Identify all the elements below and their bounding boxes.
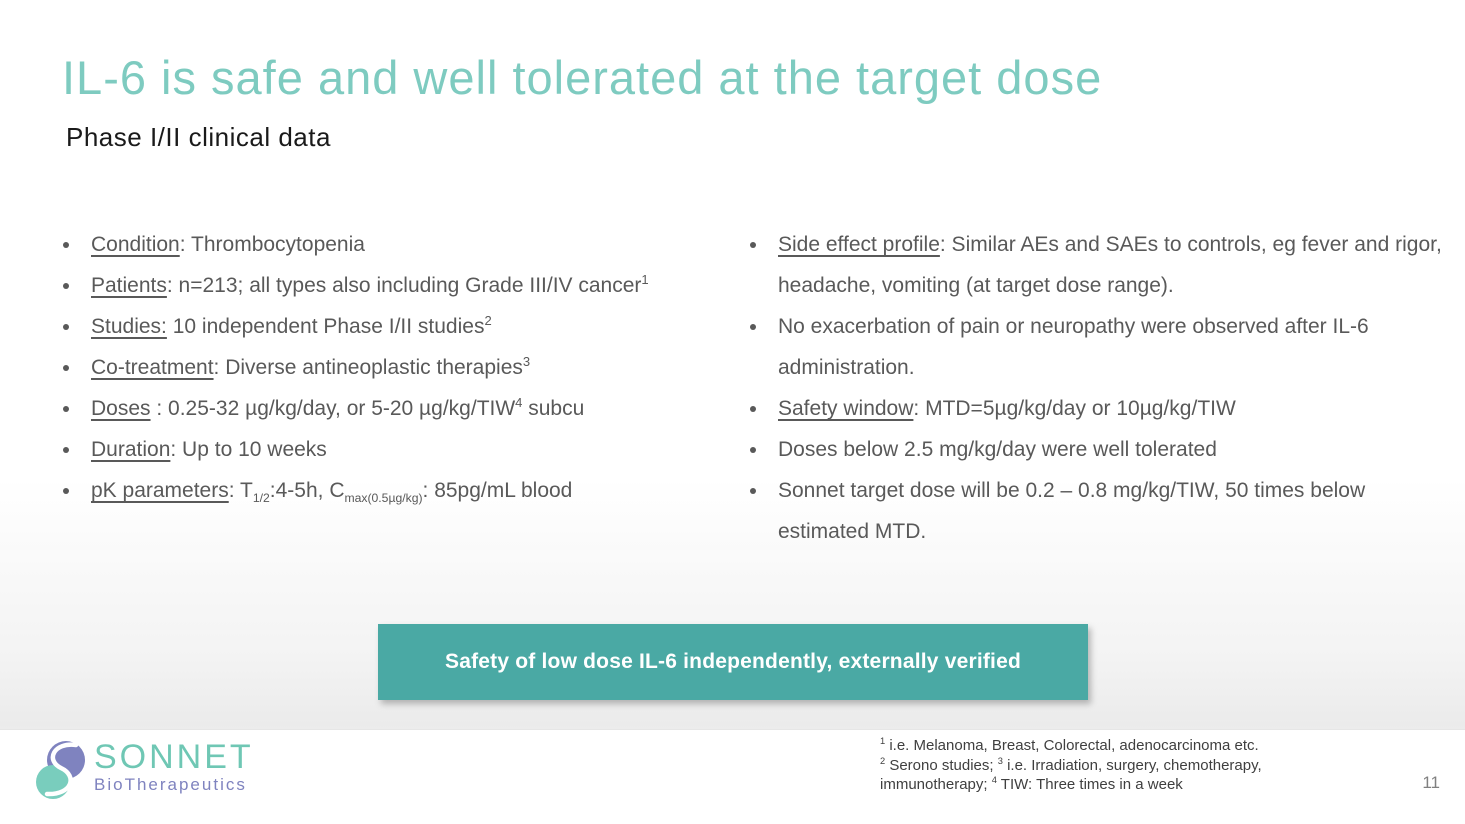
lead-text: Side effect profile bbox=[778, 233, 940, 256]
lead-text: Safety window bbox=[778, 397, 914, 420]
text-segment: : Similar AEs and SAEs to controls, eg fever and rigor, headache, vomiting (at target dose range). bbox=[778, 233, 1442, 297]
text-segment: : MTD=5µg/kg/day or 10µg/kg/TIW bbox=[913, 397, 1236, 420]
text-segment: 3 bbox=[522, 354, 531, 369]
text-segment: : 0.25-32 µg/kg/day, or 5-20 µg/kg/TIW bbox=[150, 397, 516, 420]
bullet-item bbox=[745, 470, 1445, 552]
bullet-item bbox=[58, 429, 703, 470]
text-segment: Sonnet target dose will be 0.2 – 0.8 mg/kg/TIW, 50 times below estimated MTD. bbox=[778, 479, 1366, 543]
text-segment: TIW: Three times in a week bbox=[996, 776, 1183, 793]
bullet-item bbox=[58, 347, 703, 388]
text-segment: : Diverse antineoplastic therapies bbox=[213, 356, 523, 379]
left-bullet-list bbox=[58, 224, 703, 552]
text-segment: 3 bbox=[997, 755, 1003, 766]
text-segment: : n=213; all types also including Grade III/IV cancer bbox=[166, 274, 642, 297]
bullet-item bbox=[745, 429, 1445, 470]
lead-text: Condition bbox=[91, 233, 180, 256]
slide-title: IL-6 is safe and well tolerated at the target dose bbox=[62, 51, 1103, 104]
text-segment: 10 independent Phase I/II studies bbox=[166, 315, 485, 338]
bullet-item bbox=[58, 265, 703, 306]
bullet-item bbox=[745, 388, 1445, 429]
safety-banner bbox=[378, 624, 1088, 700]
text-segment: 2 bbox=[484, 313, 492, 328]
text-segment: : 85pg/mL blood bbox=[422, 479, 573, 502]
bullet-item bbox=[58, 224, 703, 265]
page-number: 11 bbox=[1422, 773, 1440, 792]
text-segment: 1/2 bbox=[252, 491, 270, 506]
lead-text: Doses bbox=[91, 397, 151, 420]
text-segment: No exacerbation of pain or neuropathy were observed after IL-6 administration. bbox=[778, 315, 1369, 379]
slide-subtitle: Phase I/II clinical data bbox=[66, 122, 331, 152]
sonnet-logo-icon bbox=[32, 739, 88, 801]
text-segment: 2 bbox=[880, 755, 886, 766]
text-segment: i.e. Irradiation, surgery, chemotherapy, bbox=[1002, 756, 1262, 774]
logo-tagline: BioTherapeutics bbox=[94, 775, 247, 794]
text-segment: 4 bbox=[991, 775, 997, 785]
footnote-line bbox=[880, 775, 1440, 795]
text-segment: : Up to 10 weeks bbox=[170, 438, 327, 461]
text-segment: Doses below 2.5 mg/kg/day were well tolerated bbox=[778, 438, 1217, 461]
text-segment: immunotherapy; bbox=[880, 776, 992, 793]
right-bullet-list bbox=[745, 224, 1445, 552]
bullet-item bbox=[58, 470, 703, 511]
text-segment: :4-5h, C bbox=[269, 479, 345, 502]
text-segment: max(0.5µg/kg) bbox=[344, 491, 423, 506]
bullet-item bbox=[58, 306, 703, 347]
lead-text: Patients bbox=[91, 274, 167, 297]
text-segment: 1 bbox=[880, 736, 886, 746]
logo-name: SONNET bbox=[94, 738, 254, 776]
lead-text: Duration bbox=[91, 438, 171, 461]
slide-footer bbox=[0, 729, 1465, 824]
lead-text: Co-treatment bbox=[91, 356, 214, 379]
footnote-line bbox=[880, 756, 1440, 776]
bullet-item bbox=[745, 306, 1445, 388]
text-segment: : Thrombocytopenia bbox=[179, 233, 365, 256]
text-segment: : T bbox=[228, 479, 253, 502]
bullet-columns bbox=[58, 224, 1450, 552]
logo-text bbox=[94, 739, 254, 795]
footnote-line bbox=[880, 736, 1440, 756]
text-segment: 1 bbox=[641, 272, 649, 287]
bullet-item bbox=[745, 224, 1445, 306]
sonnet-logo bbox=[32, 739, 254, 801]
text-segment: i.e. Melanoma, Breast, Colorectal, adenocarcinoma etc. bbox=[885, 737, 1259, 754]
safety-banner-text: Safety of low dose IL-6 independently, externally verified bbox=[444, 650, 1022, 673]
lead-text: Studies: bbox=[91, 315, 167, 338]
text-segment: Serono studies; bbox=[885, 756, 998, 774]
text-segment: subcu bbox=[522, 397, 585, 420]
text-segment: 4 bbox=[515, 395, 523, 410]
footnotes bbox=[880, 736, 1440, 795]
lead-text: pK parameters bbox=[91, 479, 229, 502]
bullet-item bbox=[58, 388, 703, 429]
